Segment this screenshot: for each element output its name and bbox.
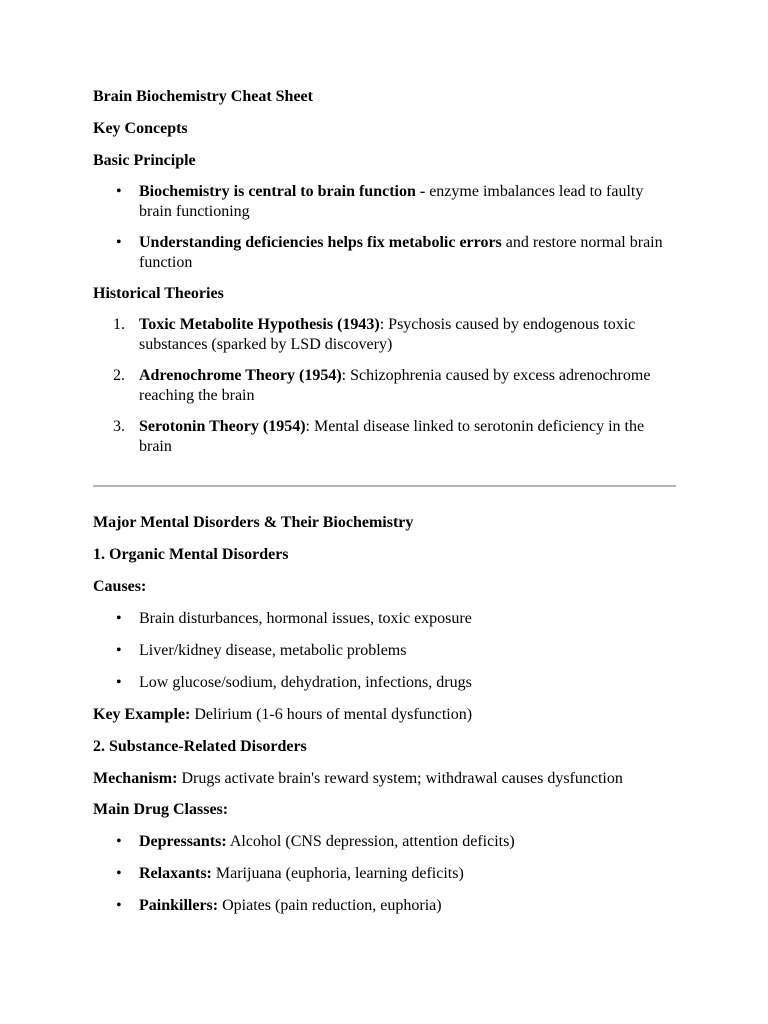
drug-classes-list (93, 832, 678, 916)
list-item: • Depressants: Alcohol (CNS depression, attention deficits) (116, 833, 515, 850)
historical-theories-heading: Historical Theories (93, 285, 224, 302)
document-title: Brain Biochemistry Cheat Sheet (93, 88, 313, 105)
bullet-icon: • (116, 833, 122, 850)
list-item: • Brain disturbances, hormonal issues, toxic exposure (116, 610, 472, 627)
list-item: • Understanding deficiencies helps fix metabolic errors and restore normal brain function (116, 234, 663, 271)
basic-principle-heading: Basic Principle (93, 152, 196, 169)
causes-list (93, 609, 678, 693)
list-item: 1. Toxic Metabolite Hypothesis (1943): Psychosis caused by endogenous toxic substances (sparked by LSD discovery) (113, 316, 636, 353)
horizontal-divider (93, 485, 676, 487)
bullet-icon: • (116, 897, 122, 914)
drug-classes-label: Main Drug Classes: (93, 801, 229, 818)
organic-disorders-heading: 1. Organic Mental Disorders (93, 546, 289, 563)
list-item: • Low glucose/sodium, dehydration, infections, drugs (116, 674, 472, 691)
bullet-icon: • (116, 642, 122, 659)
major-disorders-heading: Major Mental Disorders & Their Biochemistry (93, 514, 414, 531)
list-number: 1. (113, 316, 125, 333)
bullet-icon: • (116, 183, 122, 200)
list-item: • Liver/kidney disease, metabolic problems (116, 642, 407, 659)
historical-theories-list (93, 315, 678, 457)
list-number: 2. (113, 367, 125, 384)
bullet-icon: • (116, 234, 122, 251)
substance-disorders-heading: 2. Substance-Related Disorders (93, 738, 307, 755)
list-item: • Relaxants: Marijuana (euphoria, learning deficits) (116, 865, 464, 882)
document-content (93, 87, 678, 916)
bullet-icon: • (116, 610, 122, 627)
list-item: 2. Adrenochrome Theory (1954): Schizophrenia caused by excess adrenochrome reaching the brain (113, 367, 651, 404)
list-item: • Painkillers: Opiates (pain reduction, euphoria) (116, 897, 442, 914)
bullet-icon: • (116, 865, 122, 882)
mechanism-paragraph: Mechanism: Drugs activate brain's reward system; withdrawal causes dysfunction (93, 770, 623, 787)
list-number: 3. (113, 418, 125, 435)
causes-label: Causes: (93, 578, 147, 595)
basic-principle-list (93, 182, 678, 273)
key-example: Key Example: Delirium (1-6 hours of mental dysfunction) (93, 706, 473, 723)
key-concepts-heading: Key Concepts (93, 120, 188, 137)
list-item: 3. Serotonin Theory (1954): Mental disease linked to serotonin deficiency in the brain (113, 418, 645, 455)
list-item: • Biochemistry is central to brain function - enzyme imbalances lead to faulty brain functioning (116, 183, 644, 220)
bullet-icon: • (116, 674, 122, 691)
